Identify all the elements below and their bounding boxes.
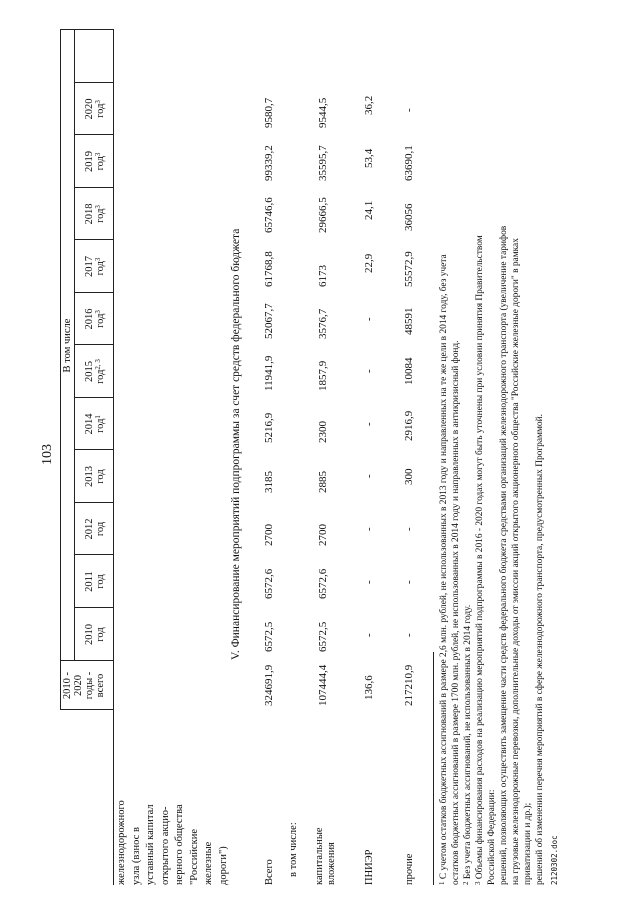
footnote-ref: 3	[94, 100, 102, 104]
table-cell: 36056	[403, 203, 415, 231]
year-number: 2014	[84, 413, 95, 435]
table-cell: 35595,7	[317, 145, 329, 181]
year-number: 2019	[84, 151, 95, 172]
table-cell: 136,6	[363, 675, 375, 700]
table-cell: 3185	[263, 471, 275, 493]
footnote-1	[438, 254, 451, 885]
year-number: 2017	[84, 256, 95, 277]
footnote-3-cont	[534, 414, 547, 885]
table-cell: -	[363, 580, 375, 584]
label-line: "Российские	[189, 829, 200, 885]
footnote-ref: 3	[94, 152, 102, 157]
table-cell: -	[363, 474, 375, 478]
year-word: год	[95, 103, 106, 118]
label-line: узла (взнос в	[131, 827, 142, 885]
year-word: год	[95, 627, 106, 642]
footnote-text: решений об изменении перечня мероприятий в сфере железнодорожного транспорта, предусмотренных Программой.	[535, 414, 545, 885]
year-word: год	[95, 156, 106, 171]
table-cell: -	[403, 108, 415, 112]
table-cell: -	[363, 422, 375, 426]
header-total	[62, 661, 106, 710]
table-cell: 2700	[317, 524, 329, 546]
label-line: нерного общества	[174, 804, 185, 885]
year-number: 2015	[84, 361, 95, 382]
year-word: год	[95, 313, 106, 328]
table-cell: 36,2	[363, 95, 375, 115]
year-word: год	[95, 521, 106, 537]
table-cell: 2916,9	[403, 410, 415, 441]
header-year	[84, 188, 106, 240]
footnote-3-cont	[498, 226, 511, 885]
footnote-1-cont	[450, 340, 463, 885]
label-line: капитальные	[314, 827, 325, 885]
table-cell: 6572,6	[263, 568, 275, 599]
header-year	[84, 135, 106, 188]
row-label-kapital	[314, 827, 337, 885]
year-number: 2012	[84, 518, 95, 540]
table-cell: 61768,8	[263, 251, 275, 287]
table-cell: 2700	[263, 524, 275, 546]
footnote-marker: 3	[474, 881, 482, 885]
header-year	[84, 555, 106, 608]
footnote-3	[474, 235, 487, 885]
table-cell: -	[363, 527, 375, 531]
year-word: год	[95, 469, 106, 484]
table-cell: 2300	[317, 421, 329, 443]
table-cell: 217210,9	[403, 664, 415, 706]
header-bottom-rule	[113, 30, 114, 885]
table-cell: -	[403, 633, 415, 637]
table-cell: 63690,1	[403, 145, 415, 181]
header-total-line: годы -	[84, 671, 95, 700]
footnote-ref: 3	[94, 257, 102, 262]
table-cell: 5216,9	[263, 412, 275, 443]
table-cell: 48591	[403, 307, 415, 335]
table-cell: 52067,7	[263, 303, 275, 339]
table-cell: 65746,6	[263, 197, 275, 233]
table-cell: 99339,2	[263, 145, 275, 181]
table-cell: 9580,7	[263, 97, 275, 128]
year-number: 2013	[84, 466, 95, 487]
label-line: вложения	[325, 842, 337, 885]
footnote-3-cont	[522, 803, 535, 885]
table-cell: 107444,4	[317, 664, 329, 706]
table-cell: 10084	[403, 357, 415, 385]
header-year	[84, 608, 106, 661]
footnote-text: Объемы финансирования расходов на реализацию мероприятий подпрограммы в 2016 - 2020 годах могут быть уточнены при условии принятия Правительством	[475, 235, 485, 880]
year-word: год	[95, 418, 106, 433]
page-number: 103	[40, 444, 55, 465]
table-cell: -	[403, 527, 415, 531]
footnote-text: остатков бюджетных ассигнований в размере 1700 млн. рублей, не использованных в 2014 году и направленных в антикризисный фонд.	[451, 340, 461, 885]
header-in-that-number: В том числе	[62, 318, 73, 373]
row-label-prochie: прочие	[404, 853, 415, 885]
footnote-text: решений, позволяющих осуществить замещение части средств федерального бюджета средствами организаций железнодорожного транспорта (увеличение тарифов	[499, 225, 509, 885]
row-label-v-tom-chisle: в том числе:	[288, 822, 299, 877]
year-word: год	[95, 369, 106, 384]
table-cell: 6572,5	[317, 621, 329, 652]
row-label-niokr: ПНИЭР	[364, 849, 375, 885]
footnote-text: С учетом остатков бюджетных ассигнований в размере 2,6 млн. рублей, не использованных в 2013 году и направленных на те же цели в 2014 году, без учета	[439, 254, 449, 880]
footnote-marker: 2	[462, 881, 470, 885]
header-year	[84, 503, 106, 555]
table-cell: -	[363, 633, 375, 637]
footnote-text: Без учета бюджетных ассигнований, не использованных в 2014 году.	[463, 604, 473, 880]
footnote-text: на грузовые железнодорожные перевозки, дополнительные доходы от эмиссии акций открытого акционерного общества "Российские железные дороги" в рамках	[511, 238, 521, 885]
footnote-ref: 2, 3	[94, 359, 102, 370]
label-line: дороги")	[218, 846, 229, 885]
table-cell: 3576,7	[317, 308, 329, 339]
footnote-2	[462, 605, 475, 885]
year-number: 2016	[84, 308, 95, 330]
document-code: 2120302.doc	[550, 835, 559, 885]
year-number: 2018	[84, 203, 95, 225]
footnote-3-cont	[510, 238, 523, 885]
table-cell: 55572,9	[403, 251, 415, 287]
row-label-vsego: Всего	[264, 859, 275, 885]
header-year	[84, 398, 106, 450]
table-cell: 29666,5	[317, 197, 329, 233]
table-cell: -	[363, 369, 375, 373]
in-that-number-rule	[74, 30, 75, 661]
footnote-ref: 3	[94, 310, 102, 314]
table-cell: 6572,6	[317, 568, 329, 599]
label-line: открытого акцио-	[160, 806, 171, 885]
header-year	[84, 345, 106, 398]
header-year	[84, 450, 106, 503]
table-cell: 22,9	[363, 253, 375, 273]
section-title: V. Финансирование мероприятий подпрограммы за счет средств федерального бюджета	[230, 228, 242, 660]
header-total-line: всего	[95, 673, 106, 698]
year-number: 2010	[84, 624, 95, 645]
table-cell: 324691,9	[263, 664, 275, 706]
table-cell: 11941,9	[263, 355, 275, 391]
table-cell: 1857,9	[317, 360, 329, 391]
table-cell: 300	[403, 468, 415, 485]
header-year	[84, 293, 106, 345]
footnote-text: приватизации и др.);	[523, 802, 533, 885]
year-word: год	[95, 208, 106, 223]
table-cell: 6572,5	[263, 621, 275, 652]
header-year	[84, 240, 106, 293]
footnote-marker: 1	[438, 881, 446, 885]
table-cell: 6173	[317, 265, 329, 287]
year-word: год	[95, 261, 106, 276]
table-cell: 53,4	[363, 148, 375, 168]
label-line: железные	[203, 841, 214, 885]
footnote-text: Российской Федерации:	[487, 789, 497, 885]
footnote-ref: 1	[94, 415, 102, 419]
table-cell: 2885	[317, 471, 329, 493]
table-cell: 9544,5	[317, 97, 329, 128]
header-year	[84, 83, 106, 135]
table-top-rule	[60, 30, 61, 710]
year-word: год	[95, 574, 106, 589]
header-total-line: 2010 -	[62, 671, 73, 700]
year-number: 2011	[84, 571, 95, 592]
year-number: 2020	[84, 98, 95, 120]
table-cell: -	[403, 580, 415, 584]
table-cell: 24,1	[363, 200, 375, 220]
footnote-ref: 3	[94, 205, 102, 209]
label-line: уставный капитал	[145, 804, 156, 885]
footnote-3-cont	[486, 790, 499, 885]
header-total-line: 2020	[73, 675, 84, 696]
footnote-separator	[433, 652, 434, 885]
label-line: железнодорожного	[116, 800, 127, 885]
table-cell: -	[363, 317, 375, 321]
